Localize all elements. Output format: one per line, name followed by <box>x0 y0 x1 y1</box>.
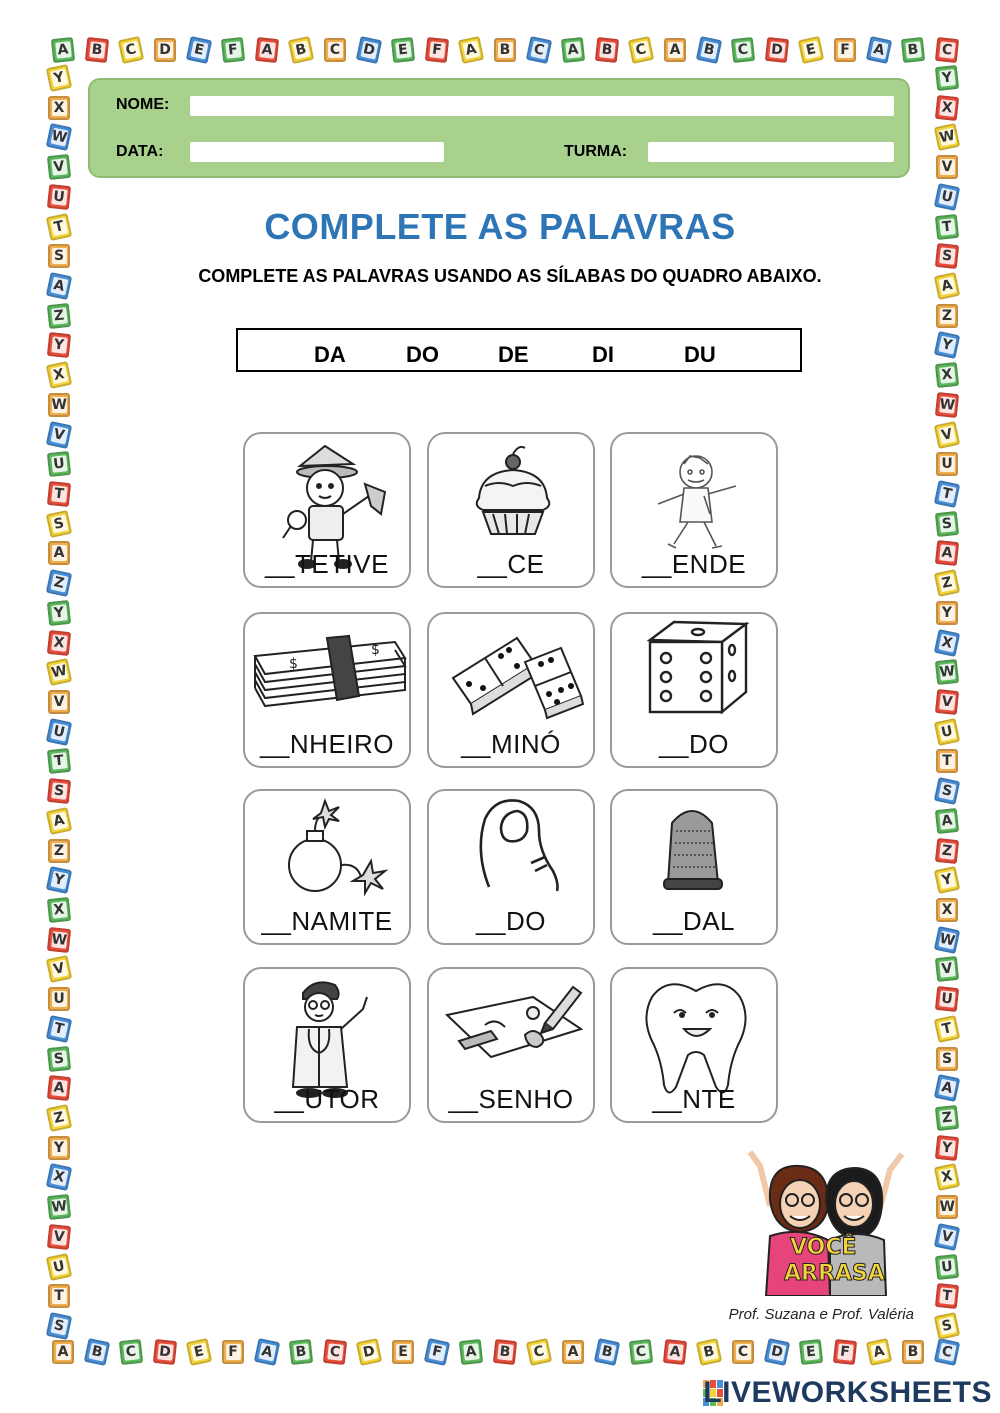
letter-block: W <box>934 123 961 151</box>
letter-block: C <box>118 36 145 64</box>
letter-block: C <box>323 1339 347 1365</box>
word-label: __NHEIRO <box>259 729 395 759</box>
letter-block: E <box>798 36 825 64</box>
letter-block: A <box>459 1339 483 1365</box>
word-label: __MINÓ <box>461 729 561 759</box>
letter-block: C <box>934 1338 961 1366</box>
letter-block: C <box>935 37 959 63</box>
card-dedo[interactable] <box>427 789 595 945</box>
letter-block: W <box>47 1194 71 1220</box>
letter-block: W <box>47 927 71 953</box>
word-label: __DAL <box>653 906 735 936</box>
letter-block: B <box>84 1338 111 1366</box>
syllable-du: DU <box>684 342 716 367</box>
card-dinamite[interactable] <box>243 789 411 945</box>
letter-block: A <box>934 1074 961 1102</box>
class-label: TURMA: <box>564 143 628 160</box>
word-label: __TETIVE <box>265 549 389 579</box>
letter-block: W <box>46 658 73 686</box>
letter-block: V <box>935 956 959 982</box>
voce-arrasa-logo <box>730 1146 916 1296</box>
letter-block: X <box>47 897 71 923</box>
letter-block: W <box>935 659 959 685</box>
letter-block: W <box>934 926 961 954</box>
letter-block: S <box>935 243 959 269</box>
letter-block: T <box>46 1015 73 1043</box>
letter-block: Z <box>934 569 961 597</box>
letter-block: D <box>356 36 383 64</box>
letter-block: S <box>936 1047 958 1071</box>
syllable-do: DO <box>406 342 439 367</box>
letter-block: Y <box>48 1136 70 1160</box>
letter-block: Y <box>46 64 73 92</box>
letter-block: Y <box>935 65 959 91</box>
letter-block: S <box>934 1312 961 1340</box>
letter-block: T <box>936 749 958 773</box>
letter-block: B <box>85 37 109 63</box>
word-label: __NTE <box>652 1084 736 1114</box>
letter-block: B <box>594 1338 621 1366</box>
name-label: NOME: <box>116 96 170 113</box>
letter-block: A <box>52 1340 74 1364</box>
letter-block: Z <box>48 839 70 863</box>
letter-block: W <box>935 392 959 418</box>
word-label: __DO <box>476 906 546 936</box>
letter-block: Y <box>47 332 71 358</box>
letter-block: T <box>47 748 71 774</box>
letter-block: S <box>48 244 70 268</box>
card-desenho[interactable] <box>427 967 595 1123</box>
letter-block: W <box>48 393 70 417</box>
letter-block: S <box>46 1312 73 1340</box>
letter-block: X <box>936 898 958 922</box>
letter-block: V <box>936 155 958 179</box>
letter-block: C <box>629 1339 653 1365</box>
letter-block: V <box>934 421 961 449</box>
letter-block: B <box>493 1339 517 1365</box>
letter-block: A <box>664 38 686 62</box>
card-domino[interactable] <box>427 612 595 768</box>
letter-block: E <box>186 36 213 64</box>
letter-block: Z <box>935 837 959 863</box>
student-info-header <box>88 78 910 178</box>
letter-block: T <box>934 480 961 508</box>
letter-block: U <box>936 452 958 476</box>
letter-block: W <box>936 1195 958 1219</box>
date-label: DATA: <box>116 143 164 160</box>
letter-block: B <box>901 37 925 63</box>
letter-block: A <box>561 37 585 63</box>
card-doende[interactable] <box>610 432 778 588</box>
letter-block: U <box>935 986 959 1012</box>
letter-block: U <box>47 451 71 477</box>
letter-block: A <box>935 808 959 834</box>
letter-block: T <box>935 1283 959 1309</box>
letter-block: U <box>934 718 961 746</box>
letter-block: D <box>356 1338 383 1366</box>
letter-block: A <box>254 1338 281 1366</box>
letter-block: A <box>46 272 73 300</box>
letter-block: U <box>47 184 71 210</box>
letter-block: T <box>47 481 71 507</box>
letter-block: X <box>46 1163 73 1191</box>
letter-block: A <box>47 1075 71 1101</box>
letter-block: Y <box>934 331 961 359</box>
letter-block: D <box>765 37 789 63</box>
card-dado[interactable] <box>610 612 778 768</box>
letter-block: Z <box>935 1105 959 1131</box>
word-label: __CE <box>477 549 545 579</box>
brand-text: LIVEWORKSHEETS <box>703 1376 992 1409</box>
svg-text:$: $ <box>371 642 380 658</box>
letter-block: Z <box>46 1104 73 1132</box>
card-doutor[interactable] <box>243 967 411 1123</box>
letter-block: V <box>934 1223 961 1251</box>
letter-block: F <box>833 1339 857 1365</box>
letter-block: V <box>935 689 959 715</box>
logo-line-2: ARRASA <box>784 1261 885 1286</box>
letter-block: X <box>935 95 959 121</box>
instruction-text: COMPLETE AS PALAVRAS USANDO AS SÍLABAS DO QUADRO ABAIXO. <box>198 266 822 286</box>
letter-block: U <box>935 1253 959 1279</box>
card-dinheiro[interactable] <box>243 612 411 768</box>
letter-block: V <box>47 154 71 180</box>
letter-block: C <box>731 37 755 63</box>
letter-block: A <box>934 272 961 300</box>
letter-block: Y <box>936 601 958 625</box>
letter-block: S <box>46 510 73 538</box>
letter-block: T <box>934 1015 961 1043</box>
letter-block: E <box>391 37 415 63</box>
letter-block: T <box>46 213 73 241</box>
letter-block: A <box>255 37 279 63</box>
letter-block: Z <box>936 304 958 328</box>
letter-block: Z <box>47 303 71 329</box>
letter-block: X <box>934 1163 961 1191</box>
letter-block: B <box>696 36 723 64</box>
letter-block: Y <box>46 866 73 894</box>
letter-block: C <box>526 1338 553 1366</box>
word-label: __DO <box>659 729 729 759</box>
letter-block: C <box>628 36 655 64</box>
page-title: COMPLETE AS PALAVRAS <box>264 206 736 247</box>
letter-block: X <box>935 362 959 388</box>
card-dente[interactable] <box>610 967 778 1123</box>
letter-block: S <box>47 1045 71 1071</box>
word-label: __UTOR <box>274 1084 380 1114</box>
letter-block: E <box>392 1340 414 1364</box>
letter-block: A <box>562 1340 584 1364</box>
letter-block: T <box>935 213 959 239</box>
syllable-box <box>236 328 802 372</box>
letter-block: E <box>186 1338 213 1366</box>
letter-block: C <box>732 1340 754 1364</box>
letter-block: Z <box>46 569 73 597</box>
card-doce[interactable] <box>427 432 595 588</box>
logo-line-1: VOCÊ <box>790 1235 857 1260</box>
card-detetive[interactable] <box>243 432 411 588</box>
letter-block: B <box>494 38 516 62</box>
letter-block: T <box>48 1284 70 1308</box>
letter-block: Y <box>935 1135 959 1161</box>
letter-block: Y <box>934 866 961 894</box>
letter-block: A <box>48 541 70 565</box>
name-field[interactable] <box>190 96 894 116</box>
card-dedal[interactable] <box>610 789 778 945</box>
class-field[interactable] <box>648 142 894 162</box>
letter-block: Y <box>47 600 71 626</box>
letter-block: C <box>119 1339 143 1365</box>
letter-block: A <box>458 36 485 64</box>
letter-block: D <box>764 1338 791 1366</box>
letter-block: B <box>696 1338 723 1366</box>
letter-block: X <box>48 96 70 120</box>
letter-block: W <box>46 123 73 151</box>
letter-block: F <box>834 38 856 62</box>
date-field[interactable] <box>190 142 444 162</box>
letter-block: D <box>154 38 176 62</box>
svg-text:$: $ <box>289 656 298 672</box>
syllable-da: DA <box>314 342 346 367</box>
letter-block: A <box>866 36 893 64</box>
credit-text: Prof. Suzana e Prof. Valéria <box>728 1306 914 1323</box>
letter-block: V <box>46 955 73 983</box>
letter-block: U <box>46 718 73 746</box>
letter-block: V <box>46 421 73 449</box>
syllable-de: DE <box>498 342 529 367</box>
letter-block: E <box>799 1339 823 1365</box>
letter-block: D <box>153 1339 177 1365</box>
letter-block: B <box>595 37 619 63</box>
letter-block: B <box>902 1340 924 1364</box>
letter-block: F <box>425 37 449 63</box>
letter-block: A <box>935 540 959 566</box>
letter-block: F <box>424 1338 451 1366</box>
letter-block: V <box>48 690 70 714</box>
letter-block: U <box>934 183 961 211</box>
letter-block: B <box>288 36 315 64</box>
letter-block: S <box>47 778 71 804</box>
letter-block: X <box>46 361 73 389</box>
letter-block: U <box>48 987 70 1011</box>
letter-block: X <box>934 629 961 657</box>
letter-block: S <box>935 511 959 537</box>
letter-block: A <box>46 807 73 835</box>
letter-block: S <box>934 777 961 805</box>
letter-block: B <box>289 1339 313 1365</box>
letter-block: F <box>222 1340 244 1364</box>
letter-block: C <box>324 38 346 62</box>
letter-block: U <box>46 1253 73 1281</box>
letter-block: A <box>51 37 75 63</box>
letter-block: V <box>47 1224 71 1250</box>
letter-block: A <box>663 1339 687 1365</box>
word-label: __NAMITE <box>261 906 393 936</box>
syllable-di: DI <box>592 342 614 367</box>
word-label: __ENDE <box>641 549 747 579</box>
letter-block: X <box>47 629 71 655</box>
letter-block: C <box>526 36 553 64</box>
word-label: __SENHO <box>448 1084 574 1114</box>
letter-block: A <box>866 1338 893 1366</box>
letter-block: F <box>221 37 245 63</box>
